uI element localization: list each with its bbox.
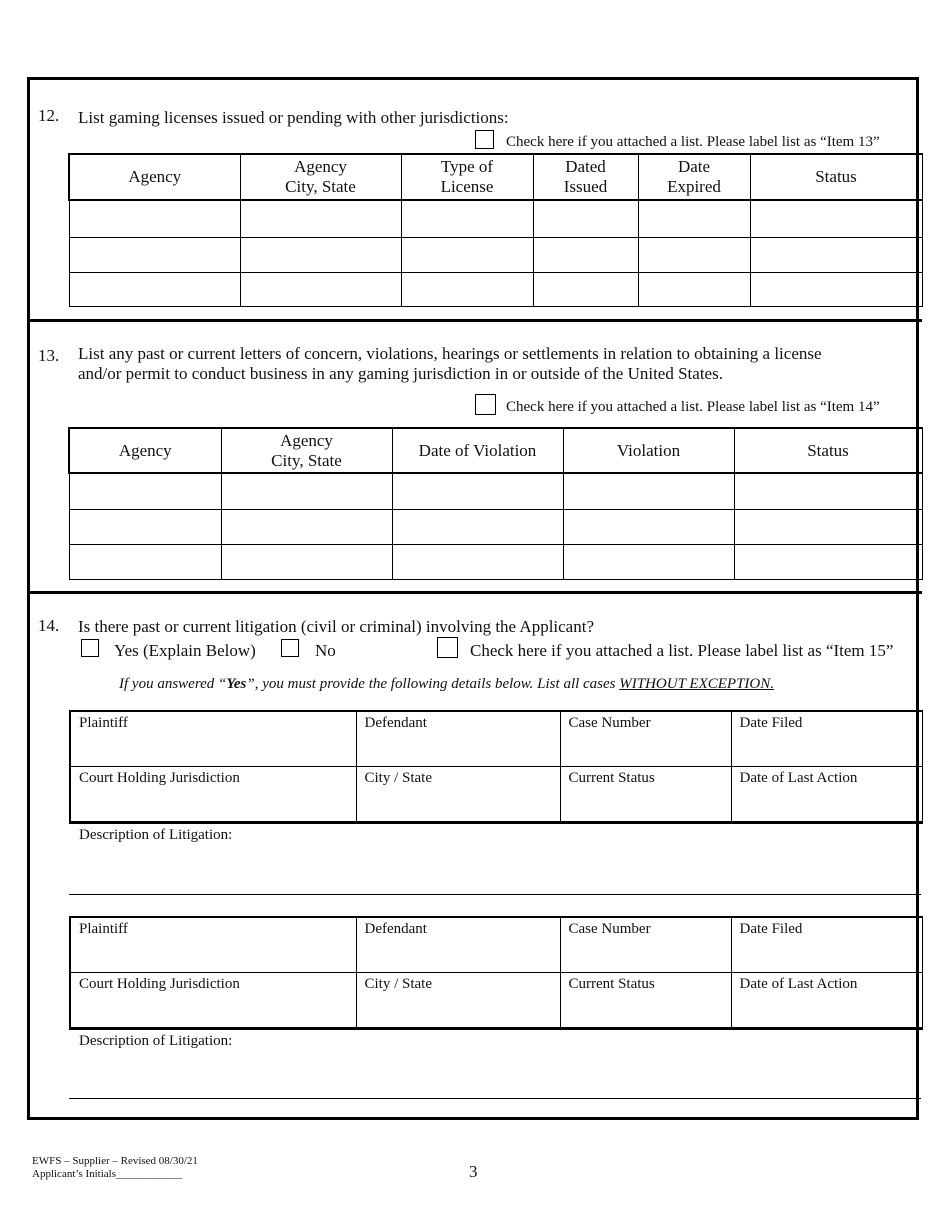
date-of-last-action-field[interactable]: Date of Last Action [731,766,922,822]
table-cell[interactable] [401,272,533,306]
item-13-question-line1: List any past or current letters of concern, violations, hearings or settlements in relation to obtaining a license [78,344,822,363]
yes-checkbox[interactable] [81,639,99,657]
table-cell[interactable] [563,473,734,509]
table-cell[interactable] [221,509,392,544]
table-cell[interactable] [240,200,401,237]
table-cell[interactable] [533,272,638,306]
table-row [69,200,922,237]
date-of-last-action-field[interactable]: Date of Last Action [731,972,922,1028]
description-label: Description of Litigation: [79,1033,233,1049]
item-12-number: 12. [38,106,60,125]
table-cell[interactable] [221,473,392,509]
table-cell[interactable] [734,473,922,509]
col-header-type-of-license: Type of License [401,154,533,200]
table-cell[interactable] [750,237,922,272]
table-cell[interactable] [221,544,392,579]
table-cell[interactable] [69,544,221,579]
plaintiff-field[interactable]: Plaintiff [70,711,356,766]
licenses-table [68,153,923,307]
table-cell[interactable] [392,509,563,544]
item-12-attach-note: Check here if you attached a list. Please label list as “Item 13” [506,134,880,150]
table-cell[interactable] [401,200,533,237]
table-row [69,544,922,579]
table-cell[interactable] [750,200,922,237]
table-cell[interactable] [69,200,240,237]
table-cell[interactable] [392,544,563,579]
section-divider [27,319,922,322]
col-header-dated-issued: Dated Issued [533,154,638,200]
col-header-status: Status [734,428,922,473]
defendant-field[interactable]: Defendant [356,917,560,972]
table-cell[interactable] [638,200,750,237]
table-cell[interactable] [533,237,638,272]
table-cell[interactable] [638,237,750,272]
table-cell[interactable] [69,237,240,272]
yes-label: Yes (Explain Below) [114,641,256,660]
court-jurisdiction-field[interactable]: Court Holding Jurisdiction [70,766,356,822]
case-number-field[interactable]: Case Number [560,711,731,766]
table-cell[interactable] [563,544,734,579]
current-status-field[interactable]: Current Status [560,766,731,822]
description-field[interactable] [69,822,921,894]
city-state-field[interactable]: City / State [356,972,560,1028]
footer-initials: Applicant’s Initials____________ [32,1168,183,1180]
table-cell[interactable] [533,200,638,237]
col-header-date-expired: Date Expired [638,154,750,200]
col-header-agency-city-state: Agency City, State [240,154,401,200]
item-13-number: 13. [38,346,60,365]
item-14-attach-note: Check here if you attached a list. Please label list as “Item 15” [470,641,894,660]
col-header-status: Status [750,154,922,200]
city-state-field[interactable]: City / State [356,766,560,822]
table-cell[interactable] [734,509,922,544]
table-cell[interactable] [638,272,750,306]
item-14-attach-checkbox[interactable] [437,637,458,658]
description-field[interactable] [69,1028,921,1098]
case-number-field[interactable]: Case Number [560,917,731,972]
footer-form-id: EWFS – Supplier – Revised 08/30/21 [32,1155,198,1167]
item-14-question: Is there past or current litigation (civil or criminal) involving the Applicant? [78,617,594,636]
date-filed-field[interactable]: Date Filed [731,711,922,766]
item-12-attach-checkbox[interactable] [475,130,494,149]
table-cell[interactable] [750,272,922,306]
item-12-question: List gaming licenses issued or pending with other jurisdictions: [78,108,509,127]
no-label: No [315,641,336,660]
table-cell[interactable] [240,272,401,306]
description-line [69,894,921,895]
table-cell[interactable] [69,473,221,509]
table-row [69,509,922,544]
table-cell[interactable] [240,237,401,272]
col-header-agency: Agency [69,428,221,473]
page-number: 3 [469,1162,478,1181]
court-jurisdiction-field[interactable]: Court Holding Jurisdiction [70,972,356,1028]
item-13-attach-checkbox[interactable] [475,394,496,415]
litigation-case-table-1 [69,710,923,824]
defendant-field[interactable]: Defendant [356,711,560,766]
table-row [69,272,922,306]
section-divider [27,591,922,594]
plaintiff-field[interactable]: Plaintiff [70,917,356,972]
date-filed-field[interactable]: Date Filed [731,917,922,972]
table-cell[interactable] [392,473,563,509]
current-status-field[interactable]: Current Status [560,972,731,1028]
table-row [69,473,922,509]
table-cell[interactable] [69,272,240,306]
table-row [69,237,922,272]
violations-table [68,427,923,580]
description-label: Description of Litigation: [79,827,233,843]
col-header-violation: Violation [563,428,734,473]
table-cell[interactable] [563,509,734,544]
col-header-agency: Agency [69,154,240,200]
item-13-question-line2: and/or permit to conduct business in any gaming jurisdiction in or outside of the United States. [78,364,723,383]
no-checkbox[interactable] [281,639,299,657]
table-cell[interactable] [401,237,533,272]
item-13-attach-note: Check here if you attached a list. Please label list as “Item 14” [506,399,880,415]
description-line [69,1098,921,1099]
table-cell[interactable] [734,544,922,579]
item-14-number: 14. [38,616,60,635]
item-14-instruction: If you answered “Yes”, you must provide the following details below. List all cases WITHOUT EXCEPTION. [119,676,774,692]
litigation-case-table-2 [69,916,923,1030]
col-header-agency-city-state: Agency City, State [221,428,392,473]
table-cell[interactable] [69,509,221,544]
col-header-date-of-violation: Date of Violation [392,428,563,473]
